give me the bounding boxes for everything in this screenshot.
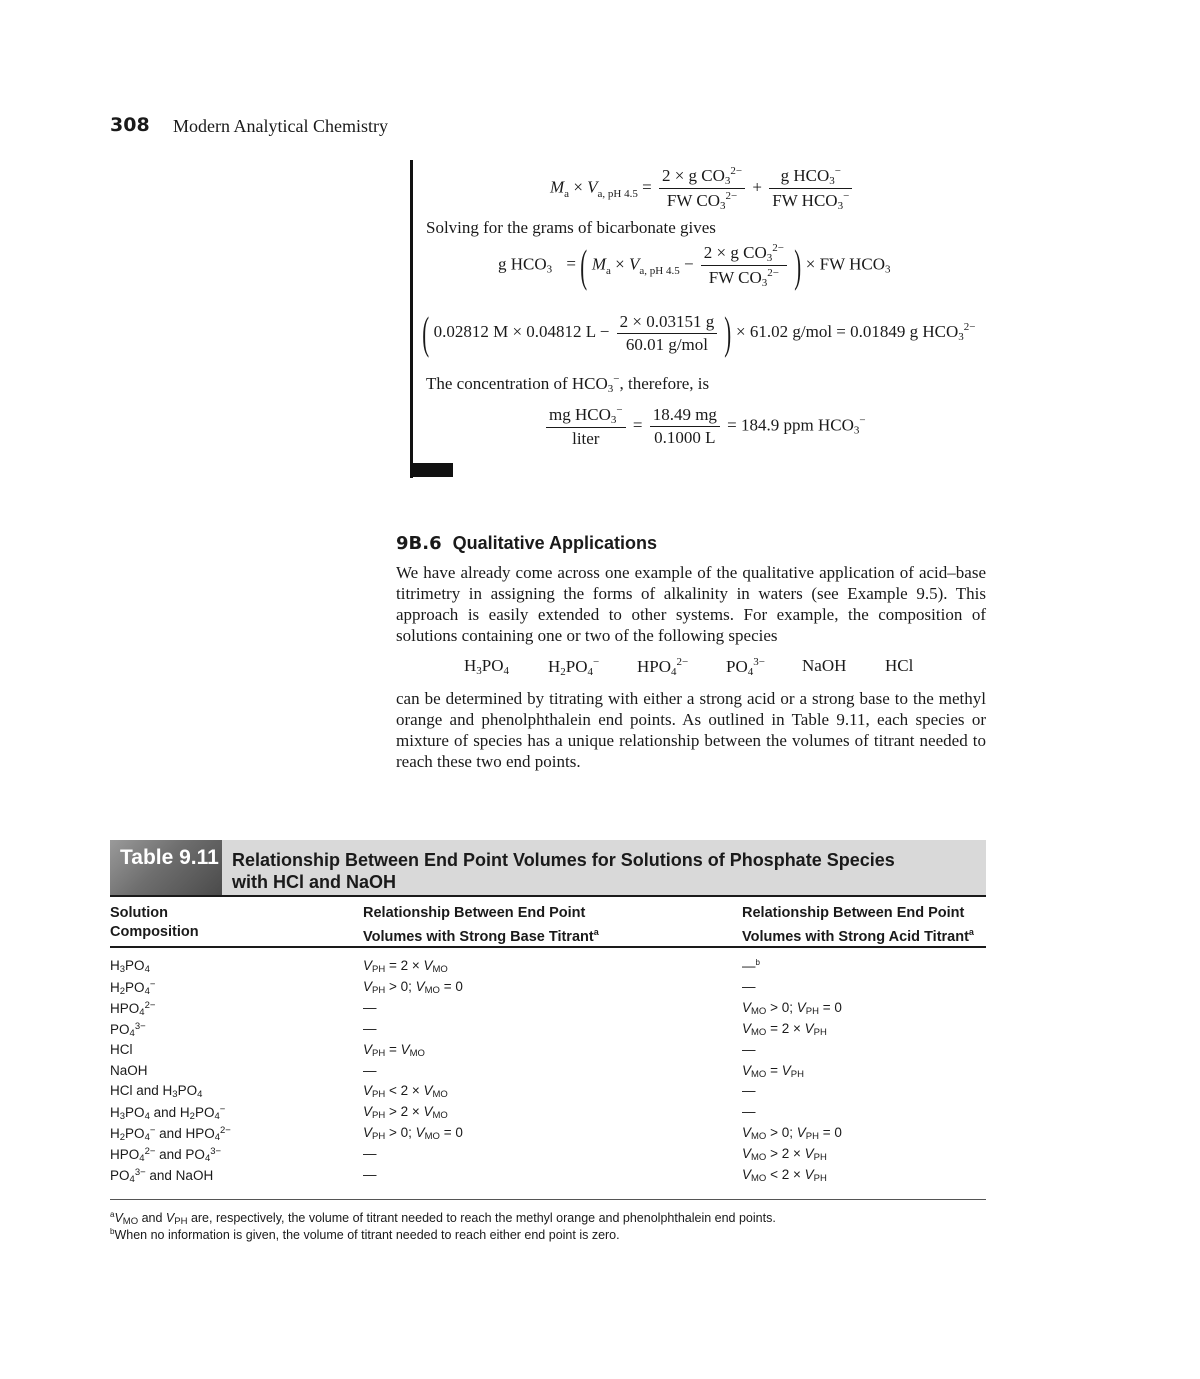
concentration-text [426, 373, 709, 395]
table-cell-strong-base: — [363, 1021, 377, 1036]
footnote-a [110, 1210, 776, 1227]
eq2-rhs-ion: 3 [884, 263, 891, 276]
eq1-equals: = [642, 177, 652, 197]
eq4-frac1-num: mg HCO [549, 405, 611, 424]
table-cell-strong-acid: VMO < 2 × VPH [742, 1167, 827, 1184]
eq4-frac1-num-charge: − [616, 404, 623, 416]
table-cell-composition: $HPO4^{2-}$ and $PO4^{3-}$ [110, 1146, 222, 1164]
running-title: Modern Analytical Chemistry [173, 116, 388, 136]
eq1-frac2-num-ion: 3 [829, 175, 835, 187]
eq4-fraction-1 [546, 404, 626, 449]
solving-text: Solving for the grams of bicarbonate gives [426, 218, 716, 237]
eq2-lhs-ion: 3 [546, 263, 553, 276]
table-cell-composition: NaOH [110, 1063, 148, 1078]
table-cell-strong-acid: — [742, 979, 756, 994]
section-paragraph-2: can be determined by titrating with either a strong acid or a strong base to the methyl orange and phenolphthalein end points. As outlined in Table 9.11, each species or mixture of species has a unique relationship between the volumes of titrant needed to reach these two end points. [396, 689, 986, 771]
footnote-b-mark: b [110, 1227, 115, 1236]
table-label: Table 9.11 [120, 846, 219, 869]
section-heading [396, 533, 657, 554]
example-sidebar-rule [410, 160, 413, 478]
table-cell-strong-base: VPH < 2 × VMO [363, 1083, 448, 1100]
eq4-rhs-charge: − [859, 414, 866, 427]
eq2-fraction [701, 242, 787, 289]
table-header-rule [110, 946, 986, 948]
eq2-frac-den: FW CO [708, 268, 762, 287]
concentration-text-lead: The concentration of HCO [426, 374, 608, 393]
species-po4: $PO4^{3-}$ [726, 656, 765, 678]
eq1-plus: + [752, 177, 762, 197]
table-cell-composition: H2PO4− [110, 979, 156, 997]
eq2-va: V [628, 254, 640, 274]
table-cell-strong-base: — [363, 1167, 377, 1182]
table-cell-strong-acid: VMO > 0; VPH = 0 [742, 1000, 842, 1017]
eq3-lead: 0.02812 M × 0.04812 L − [433, 321, 610, 341]
eq4-frac1-num-ion: 3 [610, 414, 617, 426]
eq4-rhs-ion: 3 [853, 424, 860, 437]
eq3-fraction [617, 312, 718, 355]
footnote-b [110, 1227, 620, 1242]
table-cell-strong-base: — [363, 1063, 377, 1078]
eq3-rhs: × 61.02 g/mol = 0.01849 g HCO [736, 321, 959, 341]
eq2-frac-den-ion: 3 [761, 277, 768, 289]
table-top-rule [110, 895, 986, 897]
table-cell-strong-acid: — [742, 1042, 756, 1057]
table-cell-composition: H2PO4− and $HPO4^{2-}$ [110, 1125, 231, 1143]
table-cell-composition: $HPO4^{2-}$ [110, 1000, 156, 1018]
table-cell-strong-base: VPH > 0; VMO = 0 [363, 979, 463, 996]
section-title: Qualitative Applications [452, 533, 657, 553]
section-number: 9B.6 [396, 533, 442, 554]
eq4-frac2-den: 0.1000 L [654, 428, 716, 447]
species-hpo4: $HPO4^{2-}$ [637, 656, 689, 678]
table-cell-composition: H3PO4 [110, 958, 150, 975]
eq4-rhs: = 184.9 ppm HCO [727, 415, 854, 435]
table-cell-strong-base: VPH > 0; VMO = 0 [363, 1125, 463, 1142]
eq2-frac-num-charge: 2− [772, 242, 784, 254]
eq1-frac2-den: FW HCO [772, 191, 838, 210]
species-hcl: HCl [885, 656, 914, 675]
eq4-fraction-2 [650, 405, 720, 448]
concentration-text-tail: , therefore, is [619, 374, 710, 393]
species-naoh: NaOH [802, 656, 847, 675]
eq1-frac2-num: g HCO [780, 166, 830, 185]
header-strong-base: Relationship Between End Point Volumes with Strong Base Titrant$^a$ [363, 905, 599, 945]
eq1-ma-sub: a [564, 187, 570, 200]
footnote-b-text: When no information is given, the volume of titrant needed to reach either end point is zero. [114, 1228, 620, 1243]
table-cell-strong-base: VPH = 2 × VMO [363, 958, 448, 975]
table-cell-strong-acid: —$^b$ [742, 958, 760, 974]
eq1-frac1-num-ion: 3 [724, 175, 731, 187]
table-title [232, 849, 952, 893]
eq1-frac1-den-ion: 3 [719, 200, 726, 212]
table-title-line-1: Relationship Between End Point Volumes for Solutions of Phosphate Species [232, 850, 895, 870]
eq2-frac-den-charge: 2− [767, 267, 780, 279]
eq1-frac1-num-charge: 2− [730, 165, 743, 177]
page-number: 308 [110, 114, 150, 136]
equation-4 [543, 404, 866, 449]
eq1-frac1-den: FW CO [666, 191, 720, 210]
eq2-rhs: × FW HCO [805, 254, 885, 274]
equation-2: g HCO3 = ( $M_a \times V_{a, pH 4.5}$ − $\frac{2 \times g CO3^{2-}}{FW CO3^{2-}}$ ) × FW HCO3 [498, 239, 891, 291]
example-end-marker [410, 463, 453, 477]
table-cell-strong-base: — [363, 1000, 377, 1015]
eq3-rhs-charge: 2− [963, 320, 976, 333]
footnote-a-mark: a [110, 1210, 115, 1219]
header-solution-composition: Solution Composition [110, 905, 199, 940]
eq2-va-sub: a, pH 4.5 [639, 264, 680, 277]
equation-1 [550, 165, 855, 212]
table-cell-strong-acid: VMO = VPH [742, 1063, 804, 1080]
table-cell-strong-acid: VMO > 2 × VPH [742, 1146, 827, 1163]
eq3-frac-den: 60.01 g/mol [625, 334, 708, 354]
table-cell-composition: H3PO4 and H2PO4− [110, 1104, 226, 1122]
table-cell-strong-acid: VMO = 2 × VPH [742, 1021, 827, 1038]
eq2-frac-num: 2 × g CO [703, 243, 767, 262]
table-cell-composition: HCl [110, 1042, 133, 1057]
table-cell-composition: $PO4^{3-}$ [110, 1021, 146, 1039]
table-cell-composition: HCl and H3PO4 [110, 1083, 203, 1100]
concentration-charge: − [613, 373, 620, 385]
eq1-times: × [573, 177, 583, 197]
eq2-lhs: g HCO [498, 254, 547, 274]
eq1-frac2-den-charge: − [843, 190, 850, 202]
eq1-frac2-den-ion: 3 [837, 200, 844, 212]
eq3-frac-num: 2 × 0.03151 g [617, 312, 718, 334]
eq4-frac1-den: liter [572, 429, 600, 448]
species-h3po4: H3PO4 [464, 656, 510, 677]
eq1-fraction-bicarbonate [769, 165, 852, 212]
eq4-equals: = [632, 415, 643, 435]
eq1-va: V [587, 177, 598, 197]
footnote-a-text: VMO and VPH are, respectively, the volume of titrant needed to reach the methyl orange and phenolphthalein end points. [114, 1211, 776, 1228]
eq3-rhs-ion: 3 [958, 330, 964, 343]
table-title-line-2: with HCl and NaOH [232, 872, 397, 892]
eq2-ma-sub: a [606, 264, 611, 277]
table-bottom-rule [110, 1199, 986, 1200]
species-h2po4: H2PO4− [548, 656, 600, 678]
section-paragraph-1: We have already come across one example of the qualitative application of acid–base titrimetry in assigning the forms of alkalinity in waters (see Example 9.5). This approach is easily extended to other systems. For example, the composition of solutions containing one or two of the following species [396, 563, 986, 645]
eq1-frac2-num-charge: − [834, 165, 841, 177]
eq2-frac-num-ion: 3 [766, 252, 773, 264]
eq1-frac1-den-charge: 2− [725, 190, 738, 202]
eq1-frac1-num: 2 × g CO [661, 166, 725, 185]
eq1-va-sub: a, pH 4.5 [597, 187, 638, 200]
table-cell-strong-base: VPH > 2 × VMO [363, 1104, 448, 1121]
header-strong-acid: Relationship Between End Point Volumes with Strong Acid Titrant$^a$ [742, 905, 974, 945]
concentration-ion: 3 [607, 383, 614, 395]
equation-3: ( 0.02812 M × 0.04812 L − $\frac{2 \times 0.03151 g}{\text{60.01 g/mol}}$ ) × 61.02 g/mol = 0.01849 g $HCO3^{2-}$ [422, 307, 976, 358]
eq4-frac2-num: 18.49 mg [650, 405, 720, 427]
table-cell-strong-base: VPH = VMO [363, 1042, 425, 1059]
table-cell-composition: $PO4^{3-}$ and NaOH [110, 1167, 214, 1185]
table-cell-strong-acid: — [742, 1083, 756, 1098]
table-cell-strong-acid: — [742, 1104, 756, 1119]
eq2-ma: M [591, 254, 606, 274]
eq1-ma: M [550, 177, 565, 197]
table-cell-strong-acid: VMO > 0; VPH = 0 [742, 1125, 842, 1142]
eq1-fraction-carbonate [659, 165, 745, 212]
table-cell-strong-base: — [363, 1146, 377, 1161]
